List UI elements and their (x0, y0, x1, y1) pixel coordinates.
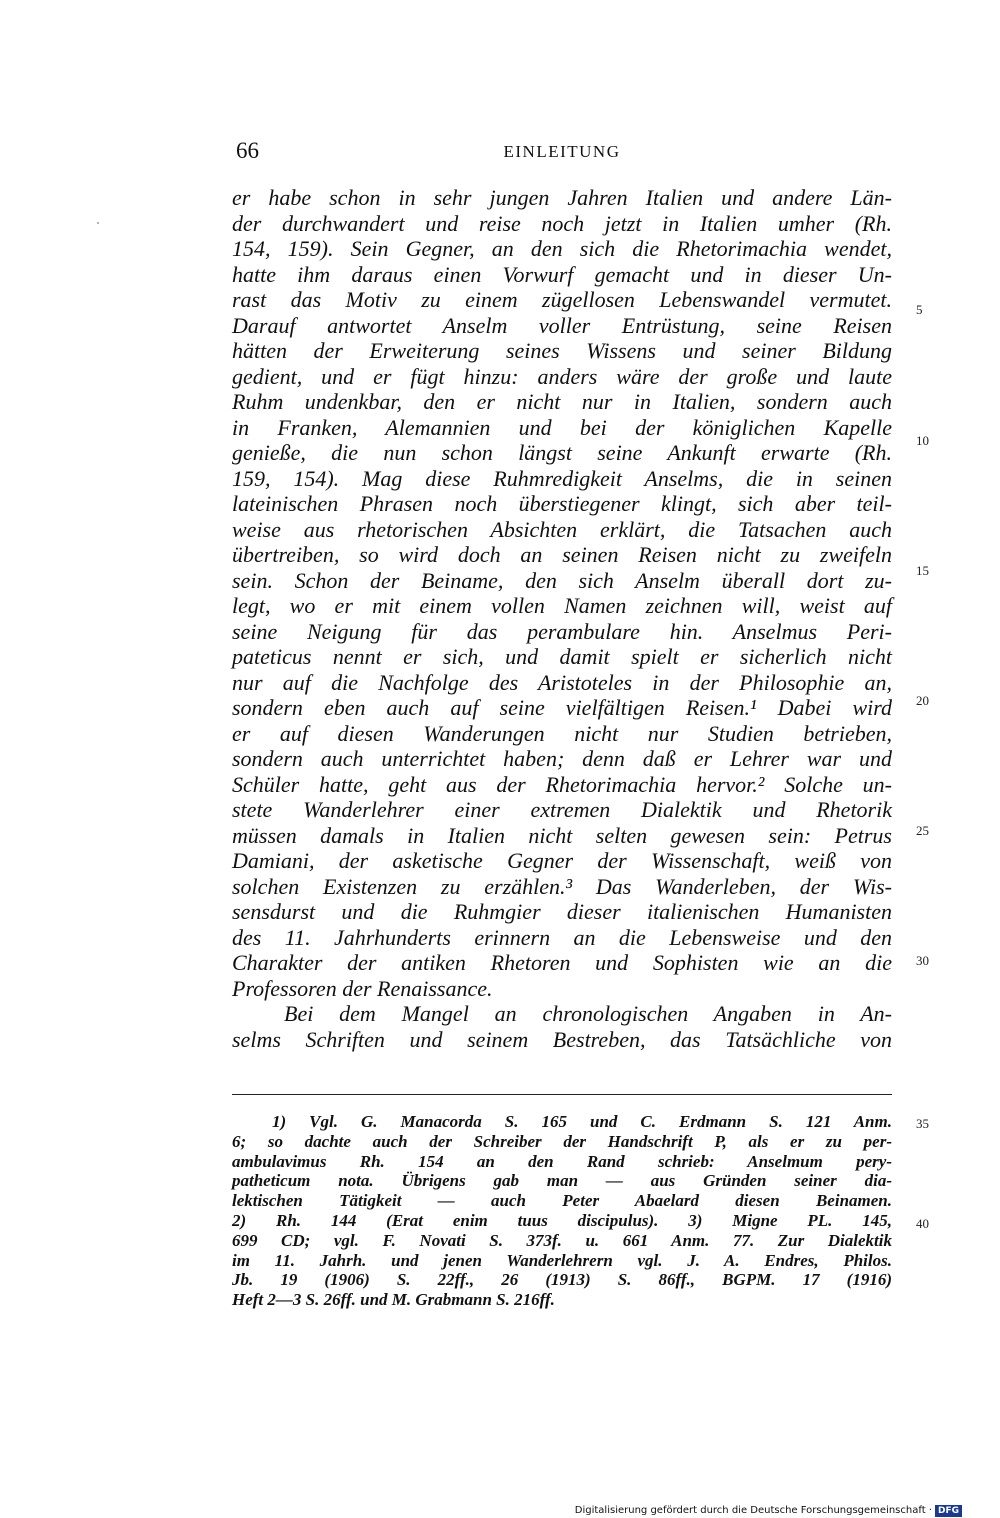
text-line: in Franken, Alemannien und bei der königlichen Kapelle (232, 414, 892, 440)
footnote-line: ambulavimus Rh. 154 an den Rand schrieb: Anselmum pery- (232, 1151, 892, 1171)
footnote-line: patheticum nota. Übrigens gab man — aus Gründen seiner dia- (232, 1171, 892, 1191)
scan-speck (97, 222, 99, 224)
digitization-credit (575, 1505, 962, 1517)
text-line: Damiani, der asketische Gegner der Wissenschaft, weiß von (232, 848, 892, 873)
text-line: selms Schriften und seinem Bestreben, das Tatsächliche von (232, 1026, 892, 1052)
text-line: lateinischen Phrasen noch überstiegener klingt, sich aber teil- (232, 491, 892, 516)
text-line: legt, wo er mit einem vollen Namen zeichnen will, weist auf (232, 593, 892, 618)
text-line: genieße, die nun schon längst seine Ankunft erwarte (Rh. (232, 440, 892, 465)
text-line: solchen Existenzen zu erzählen.³ Das Wanderleben, der Wis- (232, 873, 892, 899)
text-line: Charakter der antiken Rhetoren und Sophisten wie an die (232, 950, 892, 975)
text-line: er habe schon in sehr jungen Jahren Italien und andere Län- (232, 185, 892, 210)
text-line: pateticus nennt er sich, und damit spielt er sicherlich nicht (232, 644, 892, 669)
line-number: 40 (916, 1216, 929, 1231)
text-line: sondern eben auch auf seine vielfältigen Reisen.¹ Dabei wird (232, 695, 892, 720)
text-line: übertreiben, so wird doch an seinen Reisen nicht zu zweifeln (232, 542, 892, 567)
footnote-line: Heft 2—3 S. 26ff. und M. Grabmann S. 216ff. (232, 1290, 555, 1310)
footnote-divider (232, 1094, 892, 1095)
text-line: rast das Motiv zu einem zügellosen Lebenswandel vermutet. (232, 287, 892, 312)
page-number: 66 (236, 138, 259, 163)
line-number: 20 (916, 693, 929, 708)
dfg-logo: DFG (935, 1505, 962, 1517)
text-line: Ruhm undenkbar, den er nicht nur in Italien, sondern auch (232, 389, 892, 414)
footnote-line: 699 CD; vgl. F. Novati S. 373f. u. 661 Anm. 77. Zur Dialektik (232, 1230, 892, 1250)
line-number: 25 (916, 823, 929, 838)
text-line: Schüler hatte, geht aus der Rhetorimachia hervor.² Solche un- (232, 771, 892, 797)
line-number: 5 (916, 302, 923, 317)
text-line: des 11. Jahrhunderts erinnern an die Lebensweise und den (232, 924, 892, 950)
page-header (232, 138, 892, 168)
footnote-line: 2) Rh. 144 (Erat enim tuus discipulus). 3) Migne PL. 145, (232, 1210, 892, 1230)
text-line: Professoren der Renaissance. (232, 975, 493, 1001)
text-line: stete Wanderlehrer einer extremen Dialektik und Rhetorik (232, 797, 892, 822)
text-line: hatte ihm daraus einen Vorwurf gemacht und in dieser Un- (232, 261, 892, 287)
footnote-line: lektischen Tätigkeit — auch Peter Abaelard diesen Beinamen. (232, 1191, 892, 1211)
text-line: sondern auch unterrichtet haben; denn daß er Lehrer war und (232, 746, 892, 771)
text-line: Bei dem Mangel an chronologischen Angaben in An- (284, 1001, 892, 1026)
text-line: Darauf antwortet Anselm voller Entrüstung, seine Reisen (232, 312, 892, 338)
credit-text: Digitalisierung gefördert durch die Deutsche Forschungsgemeinschaft · (574, 1505, 932, 1516)
footnote-line: Jb. 19 (1906) S. 22ff., 26 (1913) S. 86ff., BGPM. 17 (1916) (232, 1270, 892, 1290)
text-line: seine Neigung für das perambulare hin. Anselmus Peri- (232, 618, 892, 644)
line-number: 15 (916, 563, 929, 578)
text-line: der durchwandert und reise noch jetzt in Italien umher (Rh. (232, 210, 892, 236)
footnotes (232, 1112, 892, 1310)
running-head: EINLEITUNG (503, 142, 621, 161)
footnote-line: 1) Vgl. G. Manacorda S. 165 und C. Erdmann S. 121 Anm. (272, 1112, 892, 1131)
text-line: weise aus rhetorischen Absichten erklärt, die Tatsachen auch (232, 516, 892, 542)
main-text (232, 185, 892, 1052)
footnote-line: im 11. Jahrh. und jenen Wanderlehrern vgl. J. A. Endres, Philos. (232, 1250, 892, 1270)
text-line: müssen damals in Italien nicht selten gewesen sein: Petrus (232, 822, 892, 848)
text-line: hätten der Erweiterung seines Wissens und seiner Bildung (232, 338, 892, 363)
text-line: nur auf die Nachfolge des Aristoteles in der Philosophie an, (232, 669, 892, 695)
text-line: gedient, und er fügt hinzu: anders wäre der große und laute (232, 363, 892, 389)
line-number: 35 (916, 1116, 929, 1131)
text-line: sensdurst und die Ruhmgier dieser italienischen Humanisten (232, 899, 892, 924)
text-line: er auf diesen Wanderungen nicht nur Studien betrieben, (232, 720, 892, 746)
text-line: sein. Schon der Beiname, den sich Anselm überall dort zu- (232, 567, 892, 593)
footnote-line: 6; so dachte auch der Schreiber der Handschrift P, als er zu per- (232, 1131, 892, 1151)
text-line: 159, 154). Mag diese Ruhmredigkeit Anselms, die in seinen (232, 465, 892, 491)
text-line: 154, 159). Sein Gegner, an den sich die Rhetorimachia wendet, (232, 236, 892, 261)
line-number: 30 (916, 953, 929, 968)
line-number: 10 (916, 433, 929, 448)
